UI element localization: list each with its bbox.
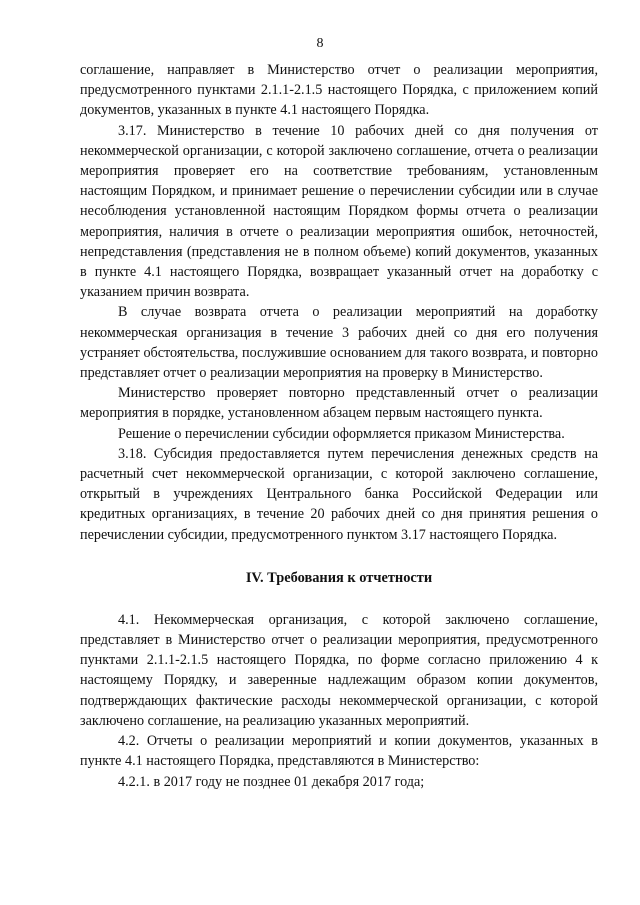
paragraph-4-1: 4.1. Некоммерческая организация, с которой заключено соглашение, представляет в Министерство отчет о реализации мероприятия, предусмотренного пунктами 2.1.1-2.1.5 настоящего Порядка, по форме согласно приложению 4 к настоящему Порядку, и заверенные надлежащим образом копии документов, подтверждающих фактические расходы некоммерческой организации, с которой заключено соглашение, на реализацию указанных мероприятий. (80, 611, 598, 729)
paragraph-decision-order: Решение о перечислении субсидии оформляется приказом Министерства. (118, 425, 565, 442)
page-number: 8 (316, 36, 324, 51)
paragraph-3-17: 3.17. Министерство в течение 10 рабочих дней со дня получения от некоммерческой организации, с которой заключено соглашение, отчета о реализации мероприятия проверяет его на соответствие требованиям, установленным настоящим Порядком, и принимает решение о перечислении субсидии или в случае несоблюдения установленной настоящим Порядком формы отчета о реализации мероприятия, наличия в отчете о реализации мероприятия ошибок, неточностей, непредставления (представления не в полном объеме) копий документов, указанных в пункте 4.1 настоящего Порядка, возвращает указанный отчет на доработку с указанием причин возврата. (80, 122, 598, 301)
paragraph-4-2: 4.2. Отчеты о реализации мероприятий и копии документов, указанных в пункте 4.1 настоящего Порядка, представляются в Министерство: (80, 733, 598, 770)
paragraph-return-report: В случае возврата отчета о реализации мероприятий на доработку некоммерческая организация в течение 3 рабочих дней со дня его получения устраняет обстоятельства, послужившие основанием для такого возврата, и повторно представляет отчет о реализации мероприятия на проверку в Министерство. (80, 304, 598, 382)
paragraph-4-2-1: 4.2.1. в 2017 году не позднее 01 декабря 2017 года; (118, 773, 425, 790)
paragraph-continuation: соглашение, направляет в Министерство отчет о реализации мероприятия, предусмотренного пунктами 2.1.1-2.1.5 настоящего Порядка, с приложением копий документов, указанных в пункте 4.1 настоящего Порядка. (80, 62, 598, 119)
section-heading: IV. Требования к отчетности (245, 569, 433, 586)
document-body (80, 60, 598, 792)
paragraph-3-18: 3.18. Субсидия предоставляется путем перечисления денежных средств на расчетный счет некоммерческой организации, с которой заключено соглашение, открытый в учреждениях Центрального банка Российской Федерации или кредитных организациях, в течение 20 рабочих дней со дня принятия решения о перечислении субсидии, предусмотренного пунктом 3.17 настоящего Порядка. (80, 445, 598, 543)
paragraph-recheck: Министерство проверяет повторно представленный отчет о реализации мероприятия в порядке, установленном абзацем первым настоящего пункта. (80, 385, 598, 422)
